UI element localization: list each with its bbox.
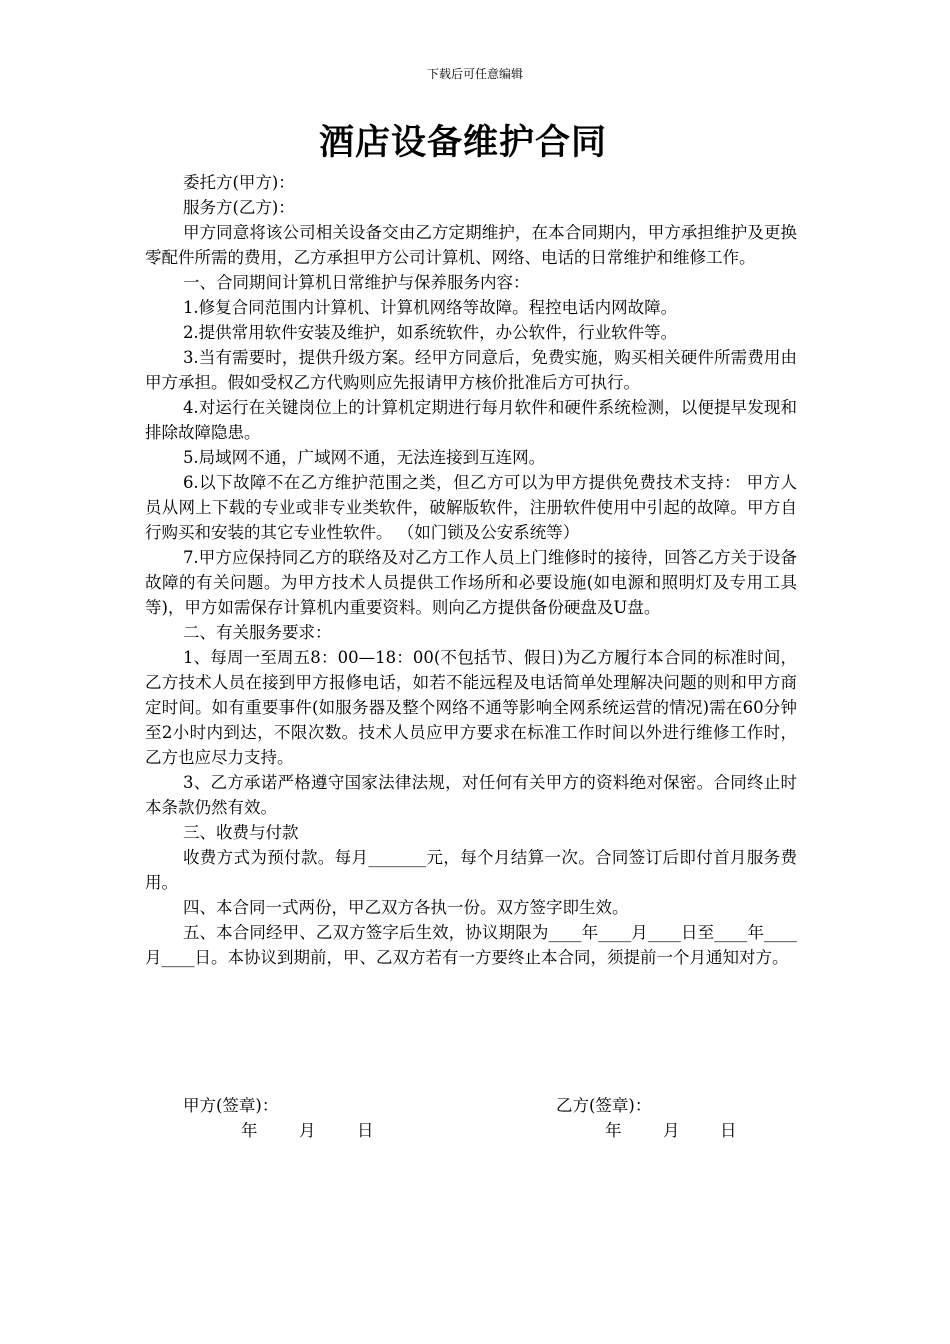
party-b-line: 服务方(乙方)： — [182, 198, 295, 217]
section-1-heading: 一、合同期间计算机日常维护与保养服务内容： — [182, 273, 530, 292]
party-b-signature-label: 乙方(签章)： — [556, 1096, 652, 1115]
clause-1-6: 6.以下故障不在乙方维护范围之类，但乙方可以为甲方提供免费技术支持： 甲方人员从网上下载的专业或非专业类软件，破解版软件，注册软件使用中引起的故障。甲方自行购买和安装的其它专业性软件。 （如门锁及公安系统等） — [145, 473, 797, 542]
party-a-date-year: 年 — [241, 1121, 258, 1140]
clause-1-7: 7.甲方应保持同乙方的联络及对乙方工作人员上门维修时的接待，回答乙方关于设备故障的有关问题。为甲方技术人员提供工作场所和必要设施(如电源和照明灯及专用工具等)，甲方如需保存计算机内重要资料。则向乙方提供备份硬盘及U盘。 — [145, 548, 797, 617]
party-b-date-year: 年 — [605, 1121, 622, 1140]
document-title: 酒店设备维护合同 — [318, 122, 607, 163]
clause-1-1: 1.修复合同范围内计算机、计算机网络等故障。程控电话内网故障。 — [182, 298, 678, 317]
clause-2-1: 1、每周一至周五8：00—18：00(不包括节、假日)为乙方履行本合同的标准时间，乙方技术人员在接到甲方报修电话，如若不能远程及电话简单处理解决问题的则和甲方商定时间。如有重要事件(如服务器及整个网络不通等影响全网系统运营的情况)需在60分钟至2小时内到达，不限次数。技术人员应甲方要求在标准工作时间以外进行维修工作时，乙方也应尽力支持。 — [145, 648, 797, 767]
signature-date-row — [0, 1118, 950, 1143]
section-3-heading: 三、收费与付款 — [182, 823, 299, 842]
section-4-clause: 四、本合同一式两份，甲乙双方各执一份。双方签字即生效。 — [182, 898, 629, 917]
header-note: 下载后可任意编辑 — [426, 67, 523, 81]
payment-clause: 收费方式为预付款。每月_______元，每个月结算一次。合同签订后即付首月服务费用。 — [145, 848, 797, 892]
party-a-date-day: 日 — [357, 1121, 374, 1140]
section-5-clause: 五、本合同经甲、乙双方签字后生效，协议期限为____年____月____日至____年____月____日。本协议到期前，甲、乙双方若有一方要终止本合同，须提前一个月通知对方。 — [145, 923, 797, 967]
section-2-heading: 二、有关服务要求： — [182, 623, 332, 642]
party-b-date-month: 月 — [663, 1121, 680, 1140]
clause-1-3: 3.当有需要时，提供升级方案。经甲方同意后，免费实施，购买相关硬件所需费用由甲方承担。假如受权乙方代购则应先报请甲方核价批准后方可执行。 — [145, 348, 797, 392]
clause-1-4: 4.对运行在关键岗位上的计算机定期进行每月软件和硬件系统检测，以便提早发现和排除故障隐患。 — [145, 398, 797, 442]
clause-1-5: 5.局域网不通，广域网不通，无法连接到互连网。 — [182, 448, 546, 467]
intro-paragraph: 甲方同意将该公司相关设备交由乙方定期维护，在本合同期内，甲方承担维护及更换零配件所需的费用，乙方承担甲方公司计算机、网络、电话的日常维护和维修工作。 — [145, 223, 797, 267]
clause-2-3: 3、乙方承诺严格遵守国家法律法规，对任何有关甲方的资料绝对保密。合同终止时本条款仍然有效。 — [145, 773, 797, 817]
signature-label-row — [0, 1093, 950, 1118]
party-a-date-month: 月 — [299, 1121, 316, 1140]
clause-1-2: 2.提供常用软件安装及维护，如系统软件，办公软件，行业软件等。 — [182, 323, 678, 342]
party-b-date-day: 日 — [720, 1121, 737, 1140]
contract-body — [145, 170, 797, 970]
party-a-signature-label: 甲方(签章)： — [183, 1096, 279, 1115]
party-a-line: 委托方(甲方)： — [182, 173, 295, 192]
